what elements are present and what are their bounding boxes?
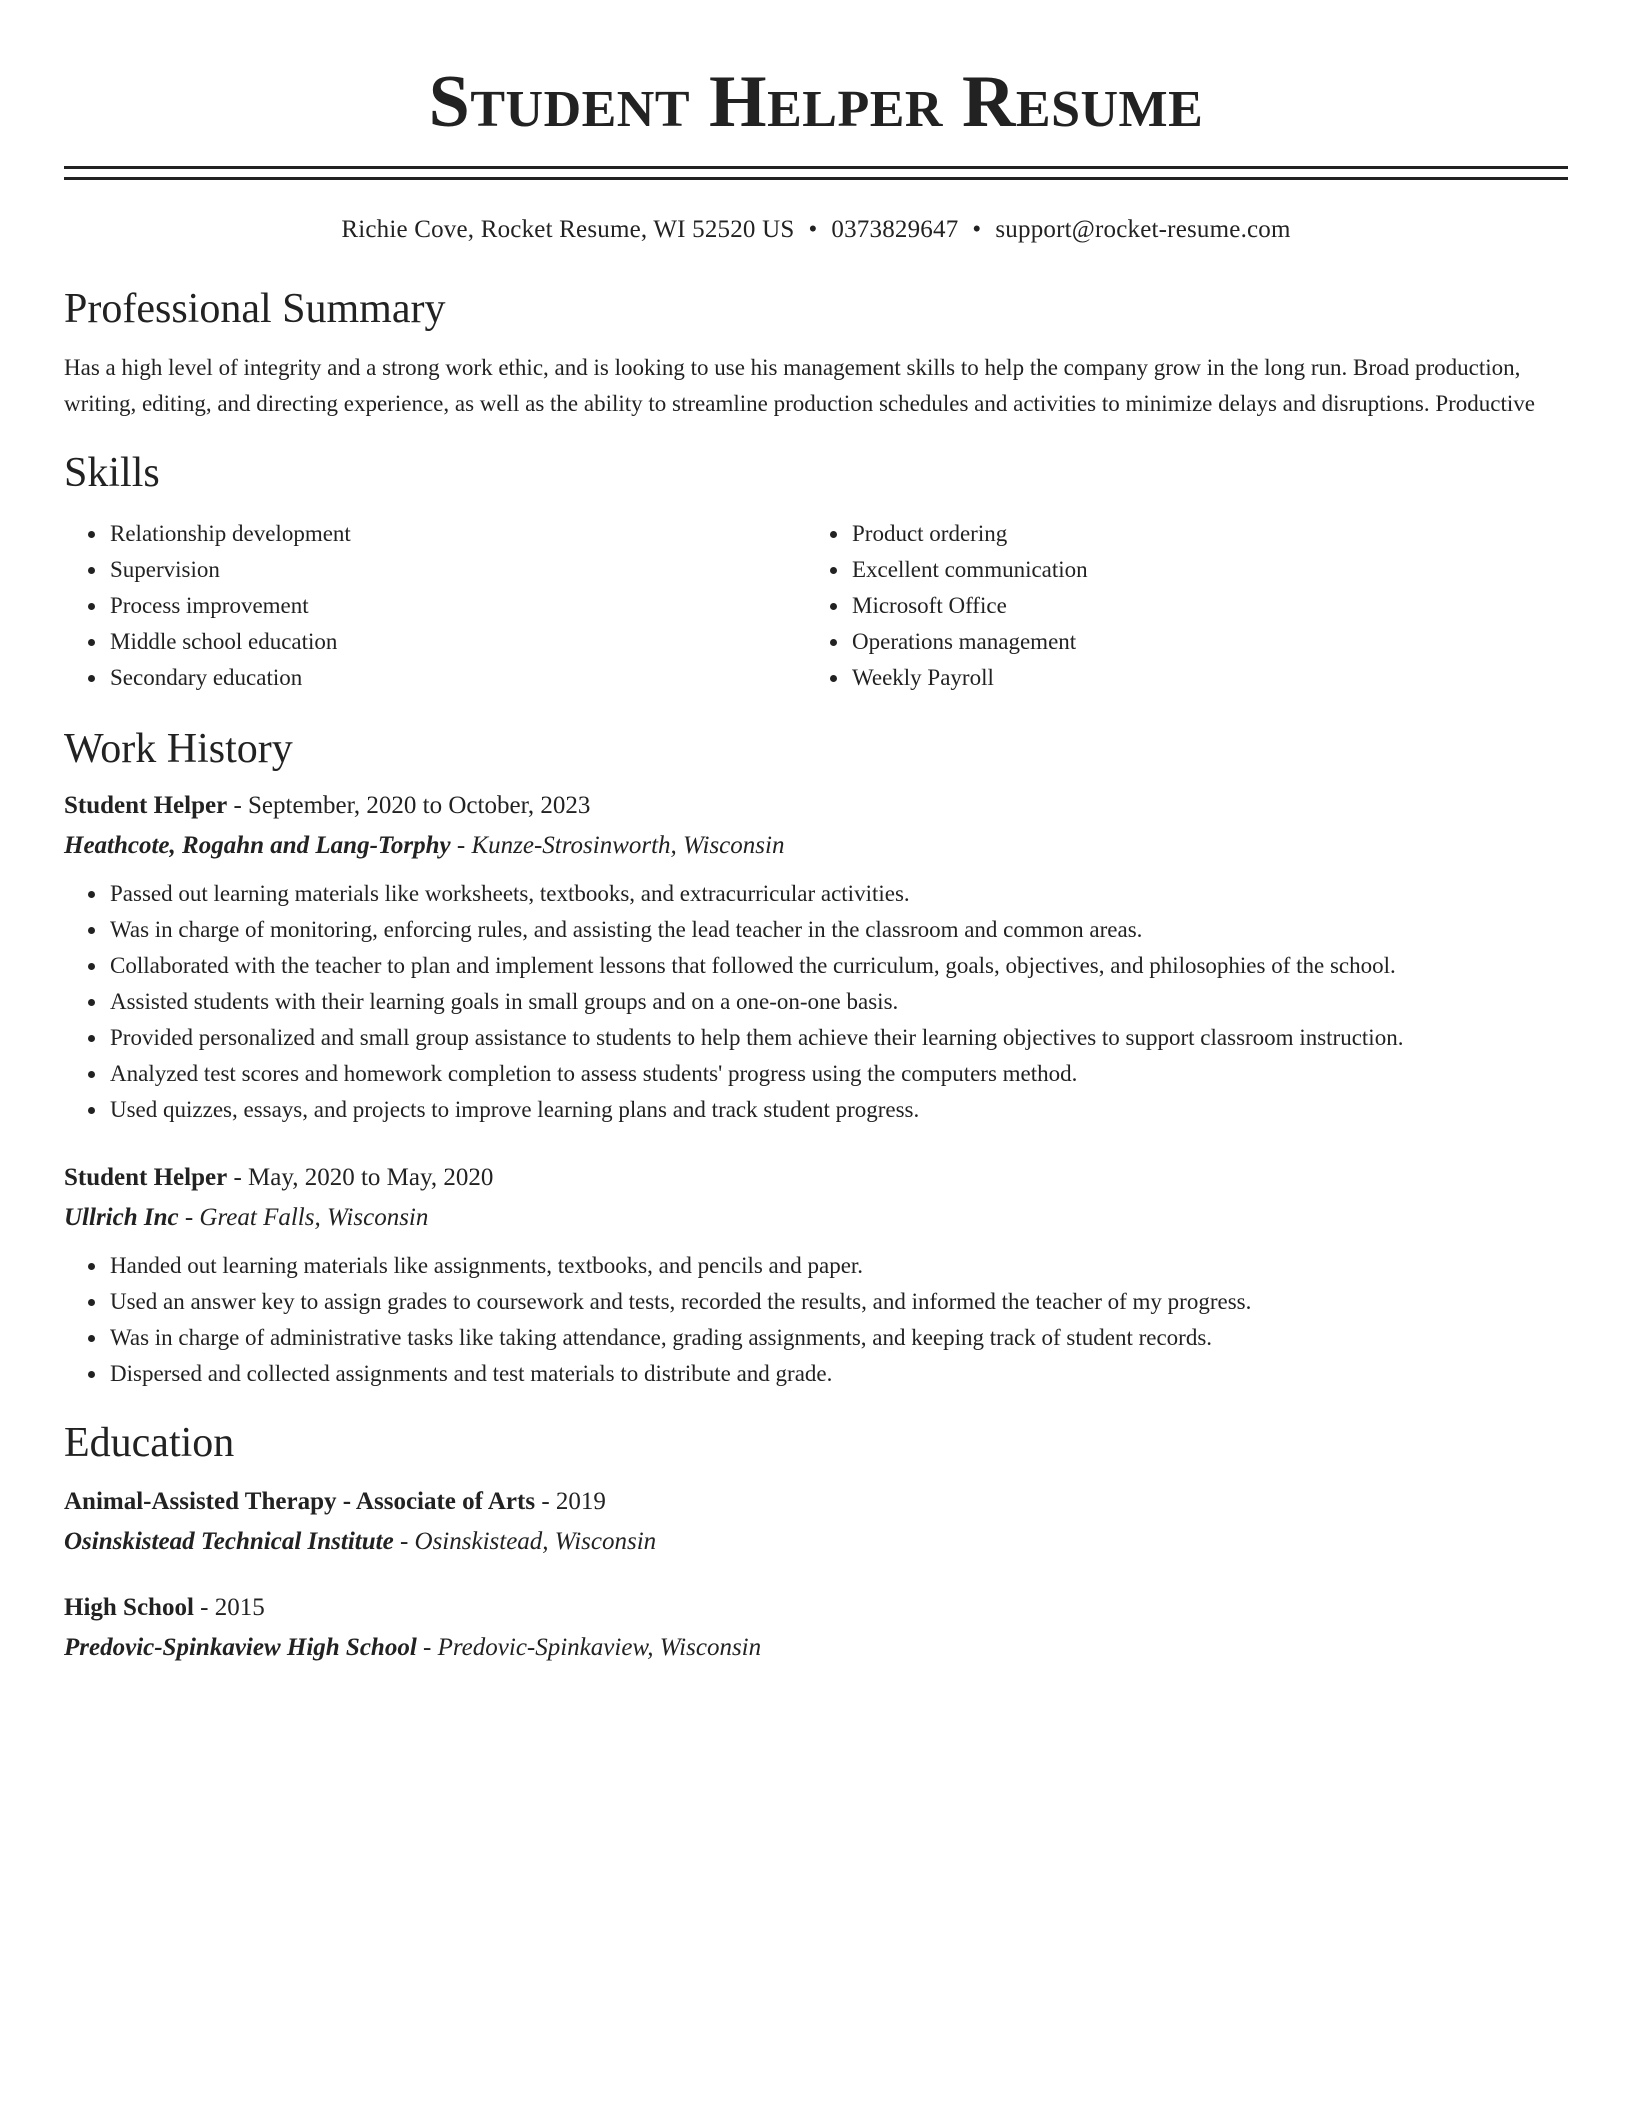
job-bullets (64, 876, 1568, 1128)
skills-columns (64, 516, 1568, 696)
education-entry (64, 1590, 1568, 1666)
contact-line (64, 214, 1568, 246)
company-line (64, 1200, 1568, 1236)
skill-item: • Weekly Payroll (850, 660, 1548, 696)
job-bullet: • Used quizzes, essays, and projects to improve learning plans and track student progress. (108, 1092, 1568, 1128)
skill-item: • Middle school education (108, 624, 806, 660)
job-bullet: • Analyzed test scores and homework completion to assess students' progress using the computers method. (108, 1056, 1568, 1092)
job-bullet: • Was in charge of administrative tasks like taking attendance, grading assignments, and keeping track of student records. (108, 1320, 1568, 1356)
skill-item: • Secondary education (108, 660, 806, 696)
job-dates: - September, 2020 to October, 2023 (227, 792, 591, 819)
degree-name: Animal-Assisted Therapy - Associate of Arts (64, 1488, 536, 1515)
job-bullet: • Dispersed and collected assignments and test materials to distribute and grade. (108, 1356, 1568, 1392)
degree-year: - 2015 (193, 1594, 265, 1621)
job-bullet: • Assisted students with their learning goals in small groups and on a one-on-one basis. (108, 984, 1568, 1020)
school-location: - Predovic-Spinkaview, Wisconsin (416, 1634, 762, 1661)
summary-section (64, 284, 1568, 422)
school-name: Predovic-Spinkaview High School (64, 1634, 417, 1661)
education-entry (64, 1484, 1568, 1560)
degree-line (64, 1590, 1568, 1626)
job-bullet: • Collaborated with the teacher to plan and implement lessons that followed the curriculum, goals, objectives, and philosophies of the school. (108, 948, 1568, 984)
job-entry (64, 788, 1568, 1128)
skills-heading: Skills (64, 450, 160, 496)
work-history-heading: Work History (64, 726, 293, 772)
degree-name: High School (64, 1594, 194, 1621)
job-bullets (64, 1248, 1568, 1392)
job-bullet: • Used an answer key to assign grades to coursework and tests, recorded the results, and informed the teacher of my progress. (108, 1284, 1568, 1320)
summary-text: Has a high level of integrity and a strong work ethic, and is looking to use his management skills to help the company grow in the long run. Broad production, writing, editing, and directing experience, as well as the ability to streamline production schedules and activities to minimize delays and disruptions. Productive (64, 355, 1535, 416)
work-history-section (64, 724, 1568, 1392)
job-title-line (64, 1160, 1568, 1196)
education-heading: Education (64, 1420, 235, 1466)
skills-left-column (64, 516, 806, 696)
skill-item: • Excellent communication (850, 552, 1548, 588)
job-dates: - May, 2020 to May, 2020 (227, 1164, 494, 1191)
job-bullet: • Was in charge of monitoring, enforcing rules, and assisting the lead teacher in the classroom and common areas. (108, 912, 1568, 948)
skill-item: • Product ordering (850, 516, 1548, 552)
resume-title: Student Helper Resume (428, 61, 1204, 143)
skill-item: • Microsoft Office (850, 588, 1548, 624)
job-title-line (64, 788, 1568, 824)
skill-item: • Process improvement (108, 588, 806, 624)
summary-heading: Professional Summary (64, 286, 446, 332)
contact-address: Richie Cove, Rocket Resume, WI 52520 US (341, 216, 795, 243)
skill-item: • Operations management (850, 624, 1548, 660)
skill-item: • Supervision (108, 552, 806, 588)
company-line (64, 828, 1568, 864)
job-bullet: • Provided personalized and small group assistance to students to help them achieve their learning objectives to support classroom instruction. (108, 1020, 1568, 1056)
company-location: - Great Falls, Wisconsin (178, 1204, 429, 1231)
company-location: - Kunze-Strosinworth, Wisconsin (450, 832, 785, 859)
degree-year: - 2019 (535, 1488, 606, 1515)
bullet-separator: • (972, 216, 982, 243)
job-title: Student Helper (64, 792, 228, 819)
job-title: Student Helper (64, 1164, 228, 1191)
school-name: Osinskistead Technical Institute (64, 1528, 394, 1555)
school-line (64, 1524, 1568, 1560)
job-bullet: • Passed out learning materials like worksheets, textbooks, and extracurricular activities. (108, 876, 1568, 912)
school-line (64, 1630, 1568, 1666)
contact-email: support@rocket-resume.com (995, 216, 1291, 243)
company-name: Ullrich Inc (64, 1204, 179, 1231)
skills-right-column (806, 516, 1548, 696)
contact-phone: 0373829647 (831, 216, 959, 243)
skill-item: • Relationship development (108, 516, 806, 552)
job-entry (64, 1160, 1568, 1392)
education-section (64, 1418, 1568, 1666)
skills-section (64, 448, 1568, 696)
degree-line (64, 1484, 1568, 1520)
job-bullet: • Handed out learning materials like assignments, textbooks, and pencils and paper. (108, 1248, 1568, 1284)
school-location: - Osinskistead, Wisconsin (393, 1528, 657, 1555)
company-name: Heathcote, Rogahn and Lang-Torphy (64, 832, 451, 859)
title-double-rule (64, 166, 1568, 180)
bullet-separator: • (808, 216, 818, 243)
